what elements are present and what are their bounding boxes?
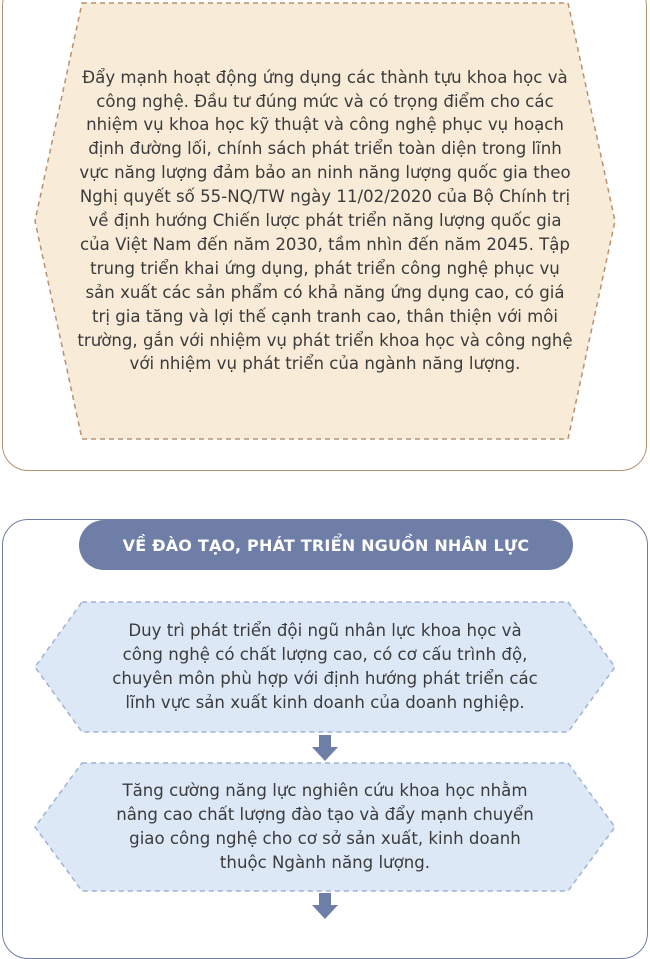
science-technology-text: Đẩy mạnh hoạt động ứng dụng các thành tựu khoa học và công nghệ. Đầu tư đúng mức và có trọng điểm cho các nhiệm vụ khoa học kỹ thuật và công nghệ phục vụ hoạch định đường lối, chính sách phát triển toàn diện trong lĩnh vực năng lượng đảm bảo an ninh năng lượng quốc gia theo Nghị quyết số 55-NQ/TW ngày 11/02/2020 của Bộ Chính trị về định hướng Chiến lược phát triển năng lượng quốc gia của Việt Nam đến năm 2030, tầm nhìn đến năm 2045. Tập trung triển khai ứng dụng, phát triển công nghệ phục vụ sản xuất các sản phẩm có khả năng ứng dụng cao, có giá trị gia tăng và lợi thế cạnh tranh cao, thân thiện với môi trường, gắn với nhiệm vụ phát triển khoa học và công nghệ với nhiệm vụ phát triển của ngành năng lượng. [77, 67, 573, 374]
training-item-1-hexagon [34, 601, 616, 733]
training-item-2-text: Tăng cường năng lực nghiên cứu khoa học nhằm nâng cao chất lượng đào tạo và đẩy mạnh chuyển giao công nghệ cho cơ sở sản xuất, kinh doanh thuộc Ngành năng lượng. [116, 781, 534, 872]
training-section-title: VỀ ĐÀO TẠO, PHÁT TRIỂN NGUỒN NHÂN LỰC [79, 520, 573, 570]
training-item-2-hexagon [34, 762, 616, 892]
down-arrow-icon [312, 735, 338, 761]
science-technology-hexagon [34, 2, 616, 440]
training-item-1-text: Duy trì phát triển đội ngũ nhân lực khoa học và công nghệ có chất lượng cao, có cơ cấu trình độ, chuyên môn phù hợp với định hướng phát triển các lĩnh vực sản xuất kinh doanh của doanh nghiệp. [112, 621, 538, 712]
down-arrow-icon [312, 893, 338, 919]
